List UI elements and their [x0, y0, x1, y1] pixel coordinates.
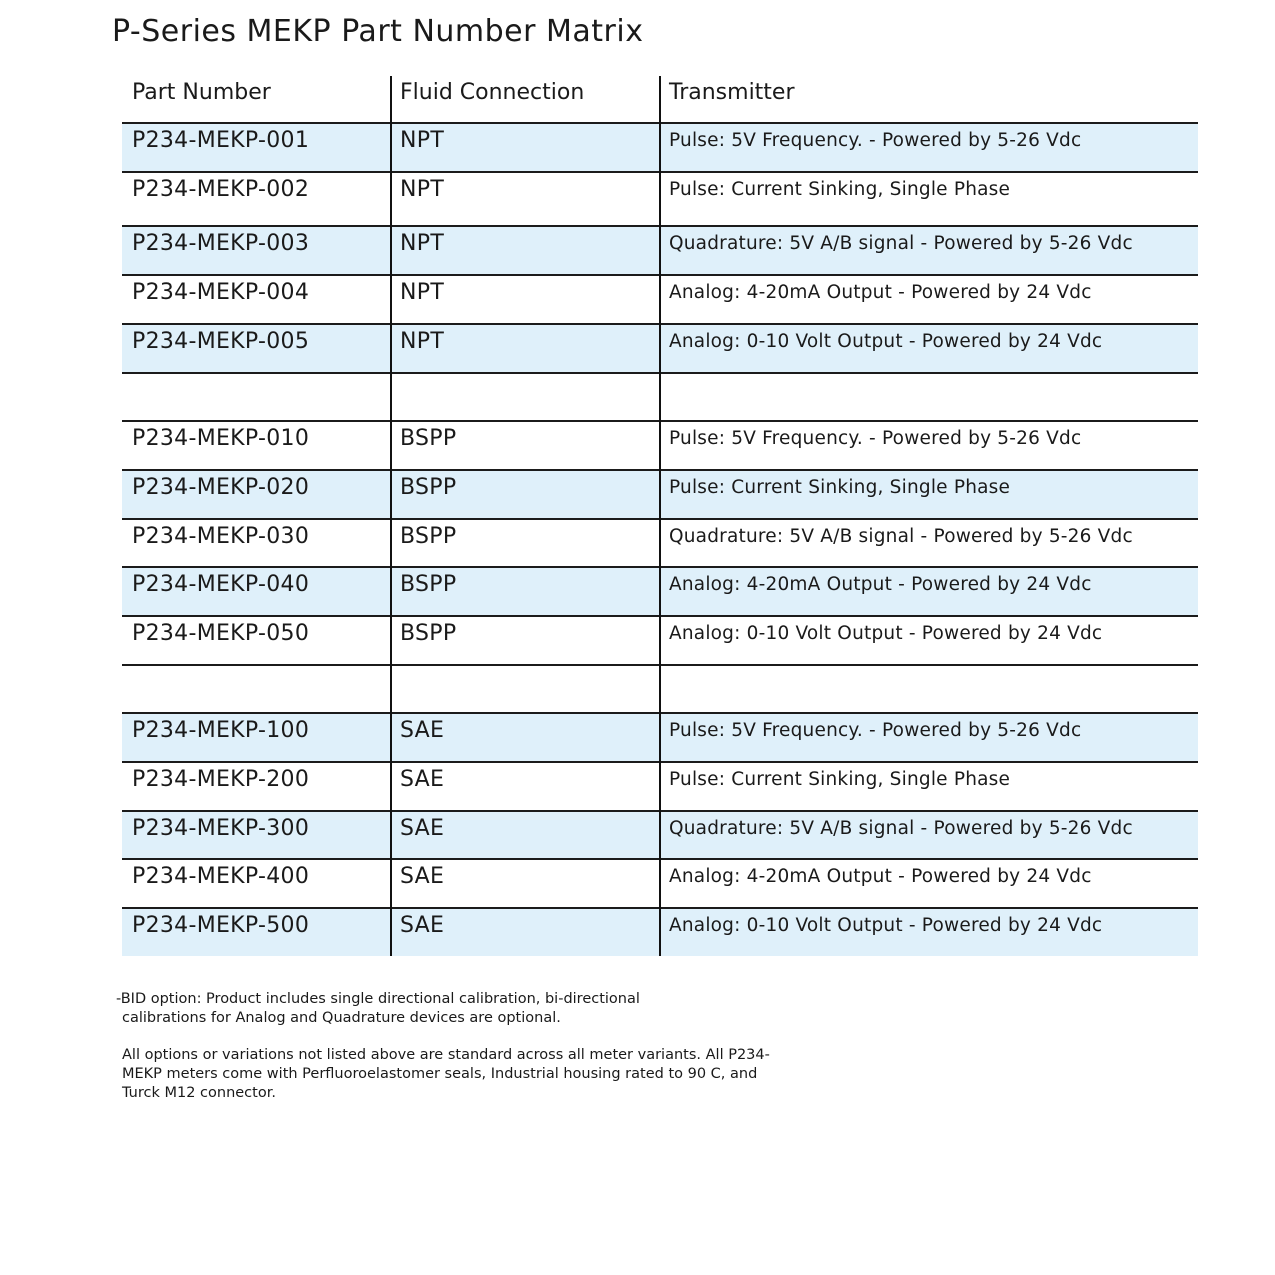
part-number-cell: P234-MEKP-004: [132, 280, 310, 305]
transmitter-cell: Analog: 4-20mA Output - Powered by 24 Vdc: [669, 574, 1092, 595]
transmitter-cell: Pulse: 5V Frequency. - Powered by 5-26 Vdc: [669, 130, 1082, 151]
transmitter-cell: Pulse: Current Sinking, Single Phase: [669, 179, 1011, 200]
header-part-number: Part Number: [132, 80, 271, 105]
part-number-cell: P234-MEKP-020: [132, 475, 310, 500]
transmitter-cell: Analog: 0-10 Volt Output - Powered by 24 Vdc: [669, 331, 1103, 352]
part-number-cell: P234-MEKP-400: [132, 864, 310, 889]
part-number-cell: P234-MEKP-200: [132, 767, 310, 792]
transmitter-cell: Analog: 0-10 Volt Output - Powered by 24 Vdc: [669, 623, 1103, 644]
part-number-cell: P234-MEKP-003: [132, 231, 310, 256]
part-number-cell: P234-MEKP-005: [132, 329, 310, 354]
fluid-connection-cell: NPT: [400, 128, 445, 153]
transmitter-cell: Quadrature: 5V A/B signal - Powered by 5-26 Vdc: [669, 233, 1133, 254]
part-number-cell: P234-MEKP-010: [132, 426, 310, 451]
transmitter-cell: Analog: 4-20mA Output - Powered by 24 Vdc: [669, 866, 1092, 887]
fluid-connection-cell: SAE: [400, 718, 445, 743]
column-divider: [659, 76, 661, 956]
fluid-connection-cell: BSPP: [400, 475, 457, 500]
fluid-connection-cell: BSPP: [400, 572, 457, 597]
part-number-cell: P234-MEKP-040: [132, 572, 310, 597]
fluid-connection-cell: SAE: [400, 816, 445, 841]
fluid-connection-cell: SAE: [400, 767, 445, 792]
part-number-cell: P234-MEKP-500: [132, 913, 310, 938]
transmitter-cell: Quadrature: 5V A/B signal - Powered by 5-26 Vdc: [669, 818, 1133, 839]
fluid-connection-cell: NPT: [400, 177, 445, 202]
page-title: P-Series MEKP Part Number Matrix: [112, 14, 644, 49]
transmitter-cell: Analog: 4-20mA Output - Powered by 24 Vdc: [669, 282, 1092, 303]
transmitter-cell: Pulse: Current Sinking, Single Phase: [669, 769, 1011, 790]
transmitter-cell: Pulse: Current Sinking, Single Phase: [669, 477, 1011, 498]
fluid-connection-cell: BSPP: [400, 524, 457, 549]
fluid-connection-cell: BSPP: [400, 621, 457, 646]
bid-option-note: -BID option: Product includes single directional calibration, bi-directional calibrations for Analog and Quadrature devices are optional.: [116, 991, 640, 1026]
standard-options-note: All options or variations not listed above are standard across all meter variants. All P234- MEKP meters come with Perfluoroelastomer seals, Industrial housing rated to 90 C, and Turck M12 connector.: [122, 1047, 770, 1101]
part-number-cell: P234-MEKP-050: [132, 621, 310, 646]
part-number-cell: P234-MEKP-100: [132, 718, 310, 743]
transmitter-cell: Analog: 0-10 Volt Output - Powered by 24 Vdc: [669, 915, 1103, 936]
transmitter-cell: Pulse: 5V Frequency. - Powered by 5-26 Vdc: [669, 428, 1082, 449]
header-transmitter: Transmitter: [669, 80, 795, 105]
part-number-cell: P234-MEKP-002: [132, 177, 310, 202]
fluid-connection-cell: SAE: [400, 864, 445, 889]
fluid-connection-cell: NPT: [400, 280, 445, 305]
fluid-connection-cell: NPT: [400, 329, 445, 354]
part-number-cell: P234-MEKP-300: [132, 816, 310, 841]
column-divider: [390, 76, 392, 956]
part-number-cell: P234-MEKP-001: [132, 128, 310, 153]
footnotes: [116, 990, 770, 1121]
fluid-connection-cell: NPT: [400, 231, 445, 256]
transmitter-cell: Quadrature: 5V A/B signal - Powered by 5-26 Vdc: [669, 526, 1133, 547]
fluid-connection-cell: BSPP: [400, 426, 457, 451]
transmitter-cell: Pulse: 5V Frequency. - Powered by 5-26 Vdc: [669, 720, 1082, 741]
fluid-connection-cell: SAE: [400, 913, 445, 938]
part-number-cell: P234-MEKP-030: [132, 524, 310, 549]
header-fluid-connection: Fluid Connection: [400, 80, 585, 105]
